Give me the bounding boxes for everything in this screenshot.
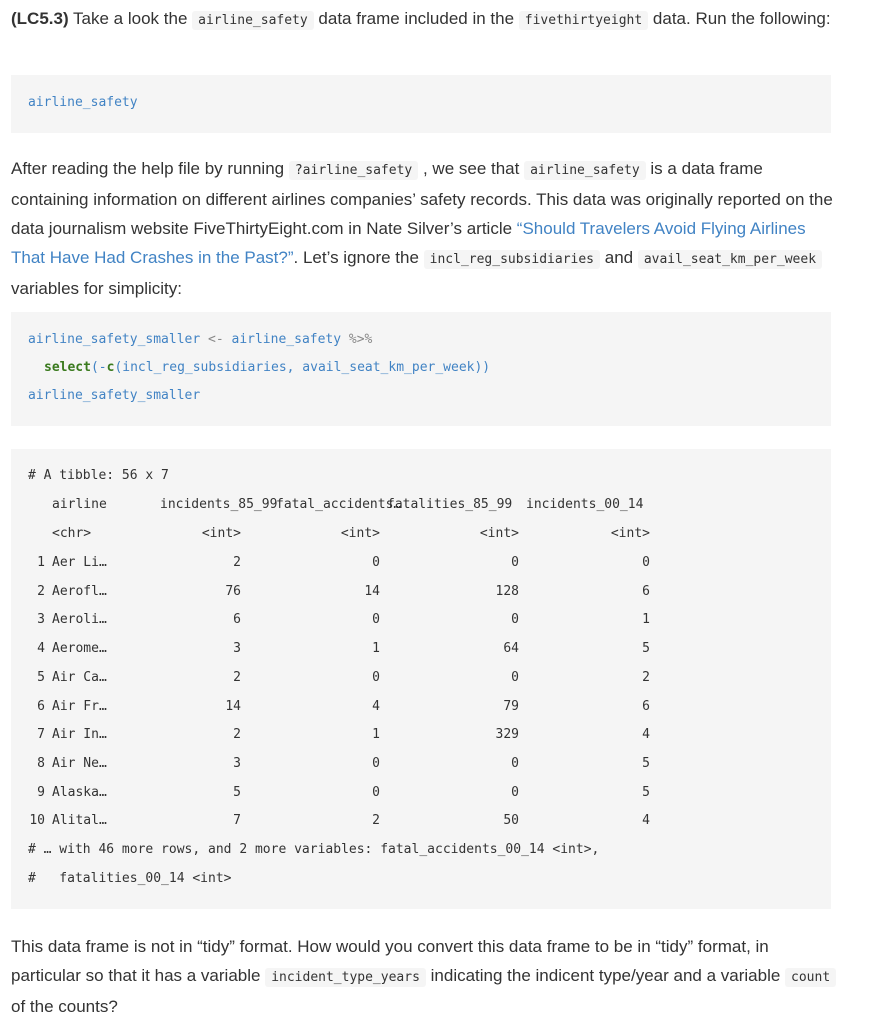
cell-value: 14 [225, 699, 241, 714]
cell-value: 4 [642, 813, 650, 828]
tibble-header: # A tibble: 56 x 7 [28, 468, 169, 483]
cell-airline: Air Fr… [52, 699, 107, 714]
article-link[interactable]: “Should Travelers Avoid Flying Airlines That Have Had Crashes in the Past?” [11, 219, 806, 267]
column-header: incidents_00_14 [526, 497, 644, 512]
inline-code-incident-type-years: incident_type_years [265, 968, 426, 987]
code-token: airline_safety [231, 332, 342, 347]
code-token: <- [200, 332, 232, 347]
code-token: (incl_reg_subsidiaries, avail_seat_km_per_week)) [114, 360, 491, 375]
cell-value: 2 [233, 555, 241, 570]
prose-text: variables for simplicity: [11, 279, 182, 298]
row-number: 2 [37, 584, 45, 599]
prose-text: of the counts? [11, 997, 118, 1016]
cell-value: 14 [364, 584, 380, 599]
cell-airline: Alaska… [52, 785, 107, 800]
code-token: (- [90, 360, 107, 375]
cell-value: 0 [372, 555, 380, 570]
code-token: select [44, 360, 91, 375]
inline-code-avail-seat: avail_seat_km_per_week [638, 250, 822, 269]
cell-value: 2 [372, 813, 380, 828]
inline-code-airline-safety: airline_safety [192, 11, 314, 30]
cell-value: 4 [642, 727, 650, 742]
cell-value: 0 [372, 756, 380, 771]
cell-airline: Aerome… [52, 641, 107, 656]
cell-value: 6 [642, 699, 650, 714]
inline-code-incl-reg: incl_reg_subsidiaries [424, 250, 600, 269]
code-line: airline_safety_smaller [28, 388, 201, 403]
description-paragraph [11, 154, 841, 303]
row-number: 6 [37, 699, 45, 714]
row-number: 1 [37, 555, 45, 570]
cell-value: 0 [511, 612, 519, 627]
cell-airline: Air Ca… [52, 670, 107, 685]
cell-value: 0 [372, 785, 380, 800]
column-type: <chr> [52, 526, 92, 541]
code-token: airline_safety_smaller [28, 332, 201, 347]
exercise-label: (LC5.3) [11, 9, 69, 28]
intro-text: Take a look the [68, 9, 193, 28]
prose-text: is a data frame containing information on different airlines companies’ safety records. This data was originally reported on the data journalism website FiveThirtyEight.com in Nate Silver’s article [11, 159, 833, 238]
cell-airline: Aer Li… [52, 555, 107, 570]
cell-value: 1 [372, 727, 380, 742]
row-number: 3 [37, 612, 45, 627]
intro-text: data. Run the following: [648, 9, 831, 28]
code-block-airline-safety [11, 75, 831, 133]
cell-value: 1 [642, 612, 650, 627]
inline-code-airline-safety: airline_safety [524, 161, 646, 180]
code-line: airline_safety [28, 95, 138, 110]
column-type: <int> [201, 526, 241, 541]
cell-value: 6 [642, 584, 650, 599]
code-line [28, 331, 372, 349]
row-number: 9 [37, 785, 45, 800]
cell-value: 3 [233, 641, 241, 656]
column-header: fatal_accidents… [276, 497, 402, 512]
cell-value: 0 [372, 612, 380, 627]
code-block-select [11, 312, 831, 426]
cell-value: 2 [233, 670, 241, 685]
output-block [11, 449, 831, 909]
column-header: fatalities_85_99 [387, 497, 513, 512]
cell-value: 3 [233, 756, 241, 771]
cell-airline: Air Ne… [52, 756, 107, 771]
inline-code-fivethirtyeight: fivethirtyeight [519, 11, 648, 30]
prose-text: . Let’s ignore the [293, 248, 424, 267]
question-paragraph [11, 932, 841, 1021]
inline-code-help: ?airline_safety [289, 161, 418, 180]
row-number: 10 [29, 813, 45, 828]
cell-value: 76 [225, 584, 241, 599]
cell-value: 0 [511, 670, 519, 685]
tibble-footer: # … with 46 more rows, and 2 more variables: fatal_accidents_00_14 <int>, [28, 842, 600, 857]
cell-value: 7 [233, 813, 241, 828]
cell-value: 128 [495, 584, 519, 599]
intro-text: data frame included in the [313, 9, 519, 28]
prose-text: , we see that [418, 159, 525, 178]
column-header: airline [52, 497, 107, 512]
prose-text: and [600, 248, 638, 267]
cell-value: 0 [372, 670, 380, 685]
row-number: 4 [37, 641, 45, 656]
cell-value: 0 [511, 756, 519, 771]
cell-value: 5 [642, 785, 650, 800]
row-number: 5 [37, 670, 45, 685]
code-line [44, 359, 490, 377]
cell-value: 0 [642, 555, 650, 570]
cell-value: 5 [233, 785, 241, 800]
column-type: <int> [479, 526, 519, 541]
prose-text: This data frame is not in “tidy” format. How would you convert this data frame to be in “tidy” format, in particular so that it has a variable [11, 937, 769, 985]
cell-value: 6 [233, 612, 241, 627]
cell-value: 329 [495, 727, 519, 742]
cell-value: 2 [233, 727, 241, 742]
row-number: 8 [37, 756, 45, 771]
cell-value: 0 [511, 555, 519, 570]
code-token: %>% [341, 332, 373, 347]
cell-value: 79 [503, 699, 519, 714]
column-type: <int> [340, 526, 380, 541]
cell-value: 50 [503, 813, 519, 828]
cell-value: 64 [503, 641, 519, 656]
column-header: incidents_85_99 [160, 497, 278, 512]
cell-value: 5 [642, 641, 650, 656]
prose-text: After reading the help file by running [11, 159, 289, 178]
row-number: 7 [37, 727, 45, 742]
cell-airline: Alital… [52, 813, 107, 828]
cell-airline: Aerofl… [52, 584, 107, 599]
inline-code-count: count [785, 968, 836, 987]
cell-value: 2 [642, 670, 650, 685]
code-token: c [106, 360, 115, 375]
intro-paragraph [11, 4, 841, 35]
cell-airline: Air In… [52, 727, 107, 742]
prose-text: indicating the indicent type/year and a variable [425, 966, 786, 985]
column-type: <int> [610, 526, 650, 541]
tibble-footer: # fatalities_00_14 <int> [28, 871, 232, 886]
cell-value: 5 [642, 756, 650, 771]
cell-value: 0 [511, 785, 519, 800]
cell-value: 1 [372, 641, 380, 656]
cell-value: 4 [372, 699, 380, 714]
cell-airline: Aeroli… [52, 612, 107, 627]
